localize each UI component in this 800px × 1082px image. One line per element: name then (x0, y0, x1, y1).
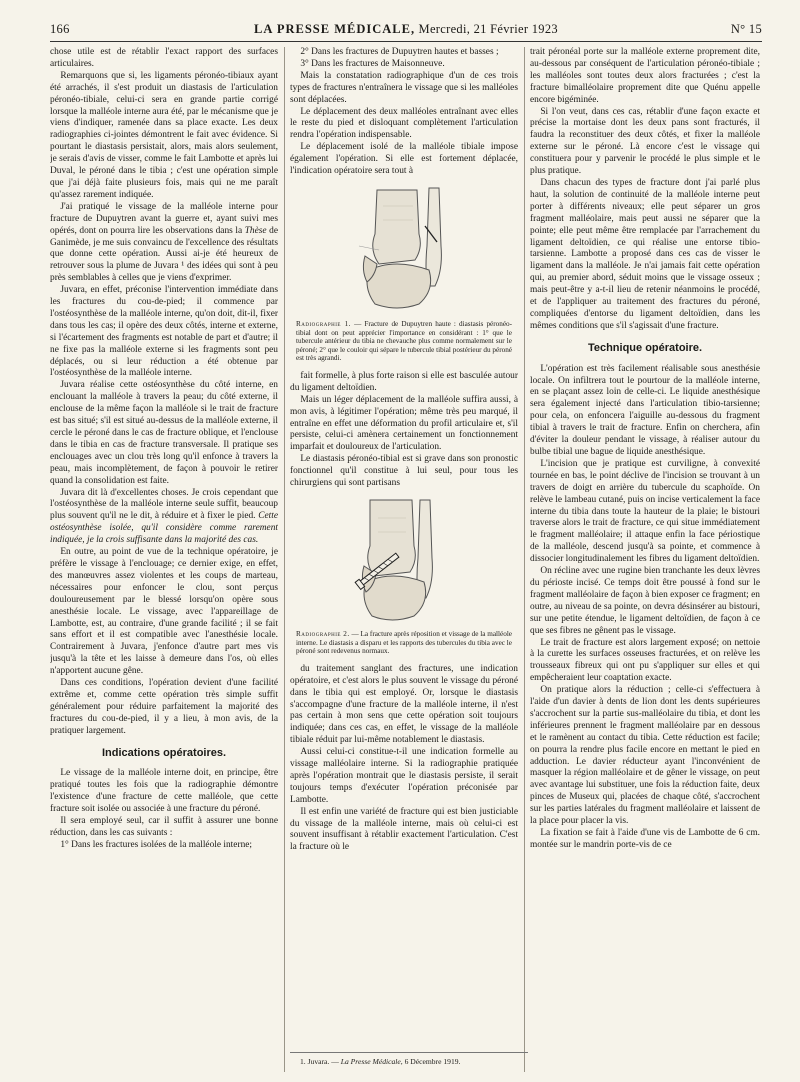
paragraph: Juvara, en effet, préconise l'intervention immédiate dans les fractures du cou-de-pied; il commence par l'ostéosynthèse de la malléole interne, qu'on doit, dit-il, fixer dans tous les cas; il opère des deux côtés, interne et externe, si l'écartement des fragments est notable de part et d'autre; il ne fixe pas la malléole externe si les fragments sont peu déplacés, ou si leur réduction a été obtenue par l'ostéosynthèse de la malléole interne. (50, 285, 278, 379)
paragraph: En outre, au point de vue de la technique opératoire, je préfère le vissage à l'enclouage; ce dernier exige, en effet, des manœuvres assez violentes et les coups de marteau, nécessaires pour enfoncer le clou, sont perçus douloureusement par le blessé lorsqu'on opère sous anesthésie locale. Le vissage, avec l'appareillage de Lambotte, est, au contraire, d'une grande facilité ; il se fait sans effort et il est compatible avec l'anesthésie locale. Contrairement à Juvara, j'enfonce d'autre part mes vis jusqu'à la tête et les laisse à demeure dans l'os, où elles n'apportent aucune gêne. (50, 547, 278, 677)
page-number: 166 (50, 22, 70, 36)
figure-2-caption: Radiographie 2. — La fracture après réposition et vissage de la malléole interne. Le diastasis a disparu et les rapports des tubercules du tibia avec le péroné sont redevenus normaux. (296, 630, 513, 656)
footnote-source: La Presse Médicale, (340, 1057, 403, 1066)
journal-title-line (50, 22, 762, 37)
paragraph: Le déplacement des deux malléoles entraînant avec elles le reste du pied et disloquant complètement l'articulation rendra l'opération indispensable. (290, 106, 518, 141)
paragraph: Le vissage de la malléole interne doit, en principe, être pratiqué toutes les fois que la radiographie démontre l'existence d'une fracture de cette malléole, que cette fracture soit isolée ou associée à une fracture du péroné. (50, 768, 278, 815)
paragraph: 3° Dans les fractures de Maisonneuve. (300, 58, 445, 69)
tibia-bone (368, 500, 416, 576)
paragraph: On pratique alors la réduction ; celle-ci s'effectuera à l'aide d'un davier à dents de lion dont les dents supérieures s'accrochent sur la partie sus-malléolaire du tibia, et dont les inférieures prennent le fragment malléolaire par en dessous et le ramènent au contact du tibia. Cette réduction est facile; on pourra la rendre plus facile encore en mettant le pied en adduction. Le davier réducteur ayant l'inconvénient de masquer la région malléolaire et de gêner le vissage, on peut avec avantage lui substituer, une fois la réduction faite, deux pinces de Museux qui, placées de chaque côté, s'accrochent sur les parties latérales du fragment malléolaire et laissent de la place pour placer la vis. (530, 685, 760, 827)
section-heading-technique: Technique opératoire. (587, 341, 703, 354)
paragraph: J'ai pratiqué le vissage de la malléole interne pour fracture de Dupuytren avant la guerre et, ayant suivi mes opérés, dont on pourra lire les observations dans la Thèse de Ganimède, je me suis convaincu de l'excellence des résultats que donne cette opération. Aussi ai-je été heureux de retrouver sous la plume de Juvara ¹ des idées qui sont à peu près semblables à celles que je viens d'exprimer. (50, 201, 278, 284)
paragraph: Il sera employé seul, car il suffit à assurer une bonne réduction, dans les cas suivants : (50, 816, 278, 838)
paragraph: trait péronéal porte sur la malléole externe proprement dite, au-dessous par conséquent de l'articulation péronéo-tibiale ; les malléoles sont toutes deux alors fracturées ; c'est la fracture bimalléolaire proprement dite que Quénu appelle encore bigéminée. (530, 47, 760, 105)
issue-number: N° 15 (730, 22, 762, 36)
paragraph: 1° Dans les fractures isolées de la malléole interne; (60, 839, 253, 850)
paragraph: 2° Dans les fractures de Dupuytren hautes et basses ; (300, 47, 499, 57)
paragraph: Le trait de fracture est alors largement exposé; on nettoie à la curette les surfaces osseuses fracturées, et on relève les trousseaux fibreux qui ont pu s'appliquer sur elles et qui empêcheraient leur coaptation exacte. (530, 637, 760, 684)
paragraph: Juvara dit là d'excellentes choses. Je crois cependant que l'ostéosynthèse de la malléole interne seule suffit, beaucoup plus souvent qu'il ne le dit, à réduire et à fixer le pied. Cette ostéosynthèse isolée, qu'il considère comme rarement indiquée, je la crois suffisante dans la majorité des cas. (50, 487, 278, 546)
footnote-author: 1. Juvara. — (300, 1057, 339, 1066)
paragraph: Dans chacun des types de fracture dont j'ai parlé plus haut, la solution de continuité de la malléole interne peut porter à différents niveaux; elle peut séparer un gros fragment malléolaire, mais peut aussi ne séparer que la pointe; elle peut même être remplacée par l'arrachement du ligament deltoïdien, ce qui réalise une entorse tibio-tarsienne. Lambotte a proposé dans ces cas de visser le ligament dans la malléole. Je n'ai jamais fait cette opération qui, au premier abord, séduit moins que le vissage osseux ; mais peut-être y a-t-il lieu de retenir néanmoins le procédé, et de l'appliquer au traitement des fractures du péroné, compliquées d'entorse du ligament deltoïdien, dans les mêmes conditions que s'il s'agissait d'une fracture. (530, 177, 760, 331)
figure-1-caption: Radiographie 1. — Fracture de Dupuytren haute : diastasis péronéo-tibial dont on peut apprécier l'importance en considérant : 1° que le tubercule antérieur du tibia ne chevauche plus comme normalement sur le péroné; 2° que le couloir qui sépare le tubercule tibial postérieur du péroné est très agrandi. (296, 319, 513, 363)
header-rule (50, 41, 762, 42)
paragraph: Il est enfin une variété de fracture qui est bien justiciable du vissage de la malléole interne, mais où celui-ci est souvent insuffisant à rétablir exactement l'articulation. C'est la fracture où le (290, 806, 518, 853)
column-1 (50, 47, 278, 1072)
paragraph: du traitement sanglant des fractures, une indication opératoire, et c'est alors le plus souvent le vissage du péroné dans le tibia qui est employé. Or, lorsque le diastasis s'accompagne d'une fracture de la malléole interne, il n'est pas certain à mon sens que cette opération soit toujours indiquée; dans ces cas, en effet, le vissage de la malléole tibiale réduit par lui-même notablement le diastasis. (290, 663, 518, 746)
column-2 (290, 47, 518, 1072)
paragraph: On récline avec une rugine bien tranchante les deux lèvres du périoste incisé. Ce temps doit être poussé à fond sur le fragment malléolaire de façon à bien exposer ce fragment; en outre, au niveau de sa pointe, on devra désinsérer au bistouri, sur une petite étendue, le ligament deltoïdien, de façon à ce que ses fibres ne gênent pas le vissage. (530, 566, 760, 636)
column-divider-1 (284, 47, 285, 1072)
thesis-italic: Thèse (244, 225, 267, 236)
talus-bone (367, 264, 431, 308)
page-header (50, 22, 762, 40)
issue-date: Mercredi, 21 Février 1923 (418, 22, 558, 36)
emphasis-italic: Cette ostéosynthèse isolée, qu'il considère comme rarement indiquée, je la crois suffisante dans la majorité des cas. (50, 511, 278, 546)
caption-label: Radiographie 1. (296, 319, 351, 328)
paragraph: fait formelle, à plus forte raison si elle est basculée autour du ligament deltoïdien. (290, 370, 518, 393)
paragraph: Dans ces conditions, l'opération devient d'une facilité extrême et, comme cette opération très simple suffit généralement pour réduire parfaitement la majorité des fractures du cou-de-pied, il y a lieu, à mon avis, de la pratiquer largement. (50, 678, 278, 736)
paragraph: Remarquons que si, les ligaments péronéo-tibiaux ayant été arrachés, il s'est produit un diastasis de l'articulation péronéo-tibiale, celui-ci sera en grande partie corrigé lorsque la malléole interne aura été, par le mécanisme que je viens d'indiquer, ramenée dans sa place exacte. Les deux radiographies ci-jointes démontrent le fait avec évidence. Si pourtant le diastasis persistait, alors, mais alors seulement, je serais d'avis de visser, comme le fait Lambotte et après lui Duval, le péroné dans le tibia ; c'est une opération simple que j'ai déjà faite plusieurs fois, mais qui ne me paraît qu'assez rarement indiquée. (50, 70, 278, 200)
journal-title: LA PRESSE MÉDICALE, (254, 22, 416, 36)
tibia-bone (373, 190, 421, 264)
footnote-date: 6 Décembre 1919. (404, 1057, 461, 1066)
radiograph-1-figure (339, 186, 469, 316)
paragraph: L'incision que je pratique est curviligne, à convexité tournée en bas, le point déclive de l'incision se trouvant à un travers de doigt en arrière du tubercule du scaphoïde. On relève le lambeau cutané, puis on incise verticalement la face interne du tibia dans toute la hauteur de la plaie; le bistouri traverse alors le trait de fracture, ce qui situe immédiatement le fragment malléolaire; il attaque enfin la face périostique de la malléole, descend jusqu'à sa pointe, et commence à dissocier longitudinalement les fibres du ligament deltoïdien. (530, 458, 760, 565)
caption-label: Radiographie 2. (296, 630, 350, 638)
paragraph: Aussi celui-ci constitue-t-il une indication formelle au vissage malléolaire interne. Si la radiographie pratiquée après l'opération montrait que le diastasis persiste, il serait toujours temps d'exécuter l'opération préconisée par Lambotte. (290, 747, 518, 805)
footnote (290, 1052, 528, 1066)
paragraph: Si l'on veut, dans ces cas, rétablir d'une façon exacte et précise la mortaise dont les deux pans sont fracturés, il faudra la reconstituer des deux côtés, et fixer la malléole externe sur le péroné. Là encore c'est le vissage qui constituera pour y parvenir le procédé le plus simple et le plus pratique. (530, 106, 760, 177)
section-heading-indications: Indications opératoires. (101, 746, 227, 759)
paragraph: Le diastasis péronéo-tibial est si grave dans son pronostic fonctionnel qu'il constitue à lui seul, pour tous les chirurgiens qui sont partisans (290, 454, 518, 489)
column-3 (530, 47, 760, 1072)
paragraph: La fixation se fait à l'aide d'une vis de Lambotte de 6 cm. montée sur le mandrin porte-vis de ce (530, 828, 760, 850)
paragraph: chose utile est de rétablir l'exact rapport des surfaces articulaires. (50, 47, 278, 69)
paragraph: L'opération est très facilement réalisable sous anesthésie locale. On infiltrera tout le pourtour de la malléole interne, en se plaçant assez loin de celle-ci. Le liquide anesthésique sera également injecté dans l'articulation tibio-tarsienne; pour cela, on enfoncera l'aiguille au-dessous du fragment tibial à travers le trait de fracture. Enfin on cherchera, afin d'éviter la douleur pendant le vissage, à réaliser autour du bulbe tibial une bague de liquide anesthésique. (530, 363, 760, 457)
radiograph-2-figure (344, 498, 464, 626)
paragraph: Mais la constatation radiographique d'un de ces trois types de fractures n'entraînera le vissage que si les malléoles sont déplacées. (290, 70, 518, 105)
paragraph: Juvara réalise cette ostéosynthèse du côté interne, en enclouant la malléole à travers la peau; du côté externe, il enclouse de la même façon la malléole si le trait de fracture est bas situé; s'il est situé au-dessus de la malléole externe, il cercle le péroné dans le cas de fracture oblique, et l'enclouse dans le tibia en cas de fracture transversale. Il pratique ses enclouages avec un clou très long qu'il enfonce à travers la peau, mais incomplètement, de façon à pouvoir le retirer quand la consolidation est faite. (50, 380, 278, 486)
paragraph: Le déplacement isolé de la malléole tibiale impose également l'opération. Si elle est fortement déplacée, l'indication opératoire sera tout à (290, 142, 518, 177)
paragraph: Mais un léger déplacement de la malléole suffira aussi, à mon avis, à légitimer l'opération; même très peu marqué, il entraîne en effet une déformation du profil articulaire et, s'il persiste, celui-ci amènera certainement un fonctionnement imparfait et douloureux de l'articulation. (290, 394, 518, 453)
column-divider-2 (524, 47, 525, 1072)
